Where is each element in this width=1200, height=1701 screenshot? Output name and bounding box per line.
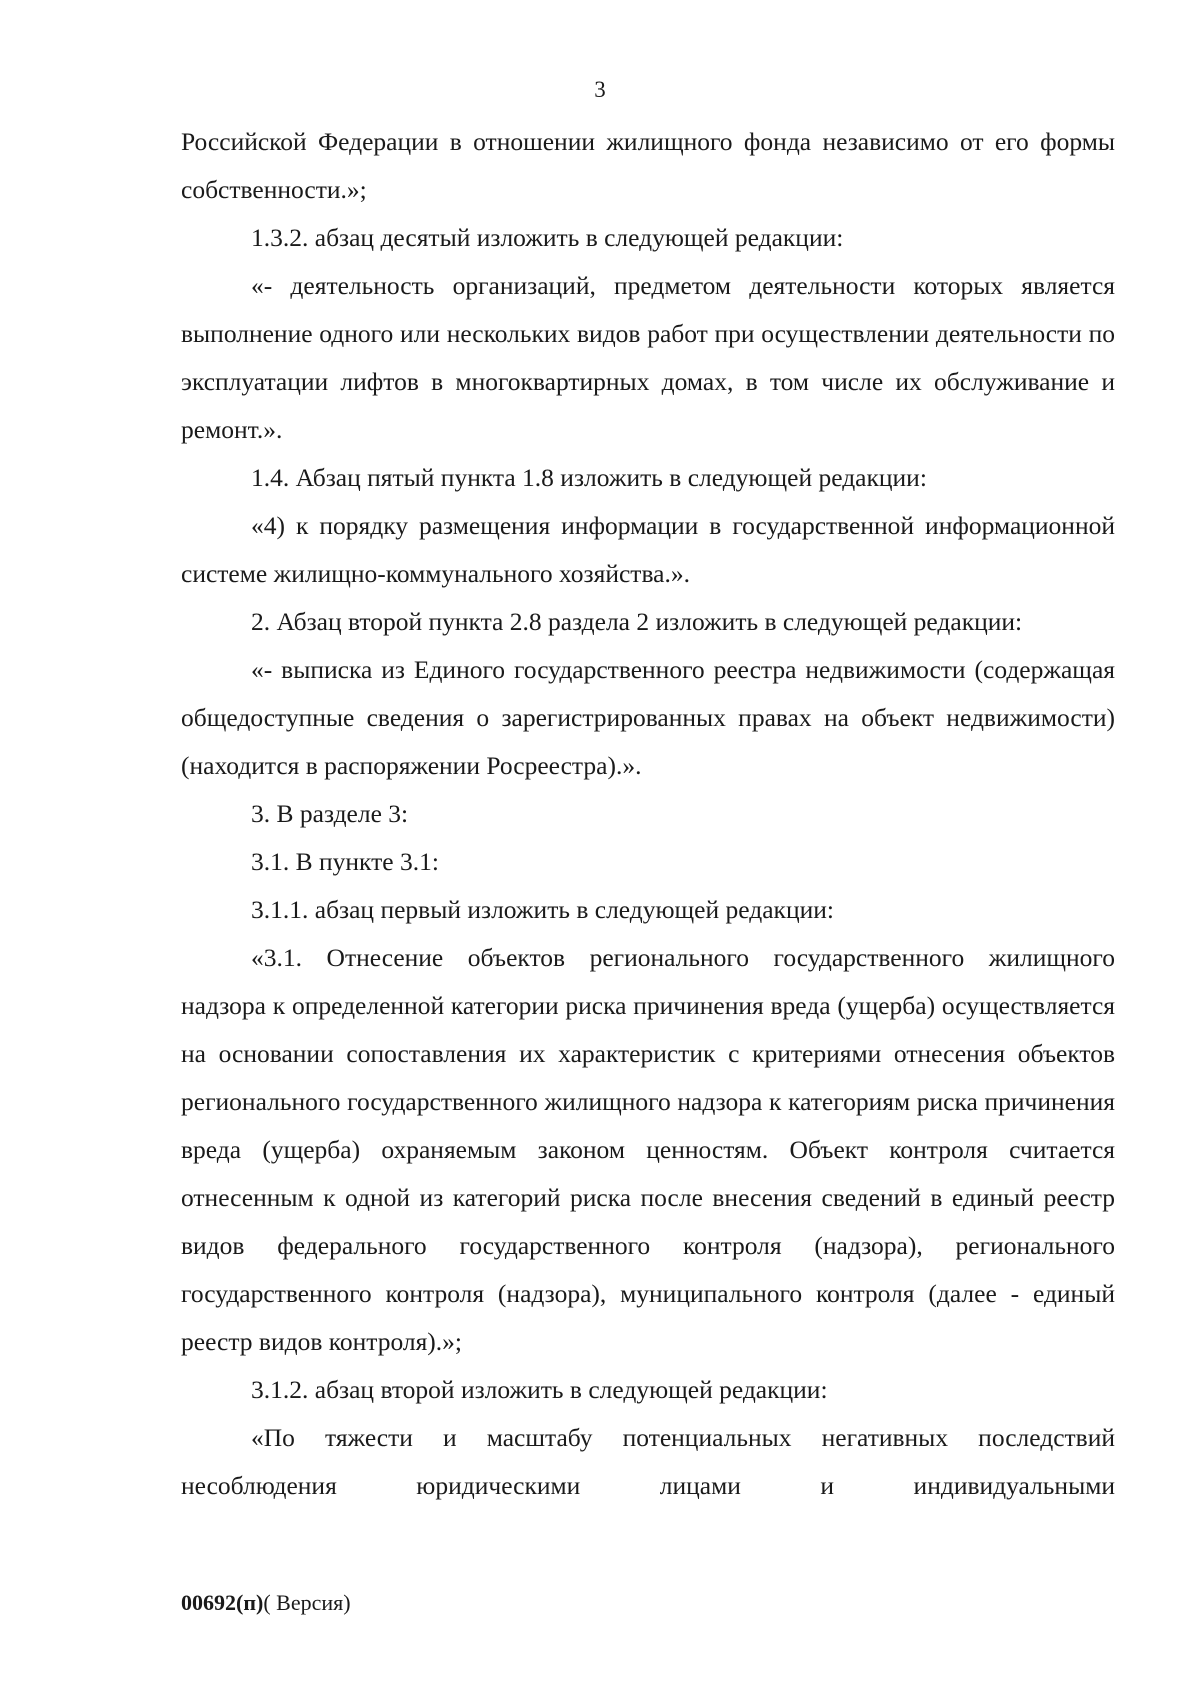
document-code: 00692(п) — [181, 1590, 264, 1615]
page-number: 3 — [594, 77, 606, 102]
paragraph-3: «- деятельность организаций, предметом деятельности которых является выполнение одного или нескольких видов работ при осуществлении деятельности по эксплуатации лифтов в многоквартирных домах, в том числе их обслуживание и ремонт.». — [181, 271, 1115, 444]
document-version: ( Версия) — [263, 1590, 351, 1615]
paragraph-12: 3.1.2. абзац второй изложить в следующей редакции: — [251, 1375, 828, 1404]
paragraph-2: 1.3.2. абзац десятый изложить в следующей редакции: — [251, 223, 844, 252]
paragraph-7: «- выписка из Единого государственного реестра недвижимости (содержащая общедоступные сведения о зарегистрированных правах на объект недвижимости) (находится в распоряжении Росреестра).». — [181, 655, 1115, 780]
paragraph-1: Российской Федерации в отношении жилищного фонда независимо от его формы собственности.»; — [181, 127, 1115, 204]
document-body — [181, 118, 1115, 1510]
paragraph-6: 2. Абзац второй пункта 2.8 раздела 2 изложить в следующей редакции: — [251, 607, 1023, 636]
paragraph-13: «По тяжести и масштабу потенциальных негативных последствий несоблюдения юридическими лицами и индивидуальными — [181, 1423, 1115, 1500]
paragraph-11: «3.1. Отнесение объектов регионального государственного жилищного надзора к определенной категории риска причинения вреда (ущерба) осуществляется на основании сопоставления их характеристик с критериями отнесения объектов регионального государственного жилищного надзора к категориям риска причинения вреда (ущерба) охраняемым законом ценностям. Объект контроля считается отнесенным к одной из категорий риска после внесения сведений в единый реестр видов федерального государственного контроля (надзора), регионального государственного контроля (надзора), муниципального контроля (далее - единый реестр видов контроля).»; — [181, 943, 1115, 1356]
paragraph-9: 3.1. В пункте 3.1: — [251, 847, 439, 876]
paragraph-4: 1.4. Абзац пятый пункта 1.8 изложить в следующей редакции: — [251, 463, 927, 492]
paragraph-10: 3.1.1. абзац первый изложить в следующей редакции: — [251, 895, 834, 924]
paragraph-5: «4) к порядку размещения информации в государственной информационной системе жилищно-коммунального хозяйства.». — [181, 511, 1115, 588]
paragraph-8: 3. В разделе 3: — [251, 799, 409, 828]
document-footer — [181, 1590, 351, 1616]
